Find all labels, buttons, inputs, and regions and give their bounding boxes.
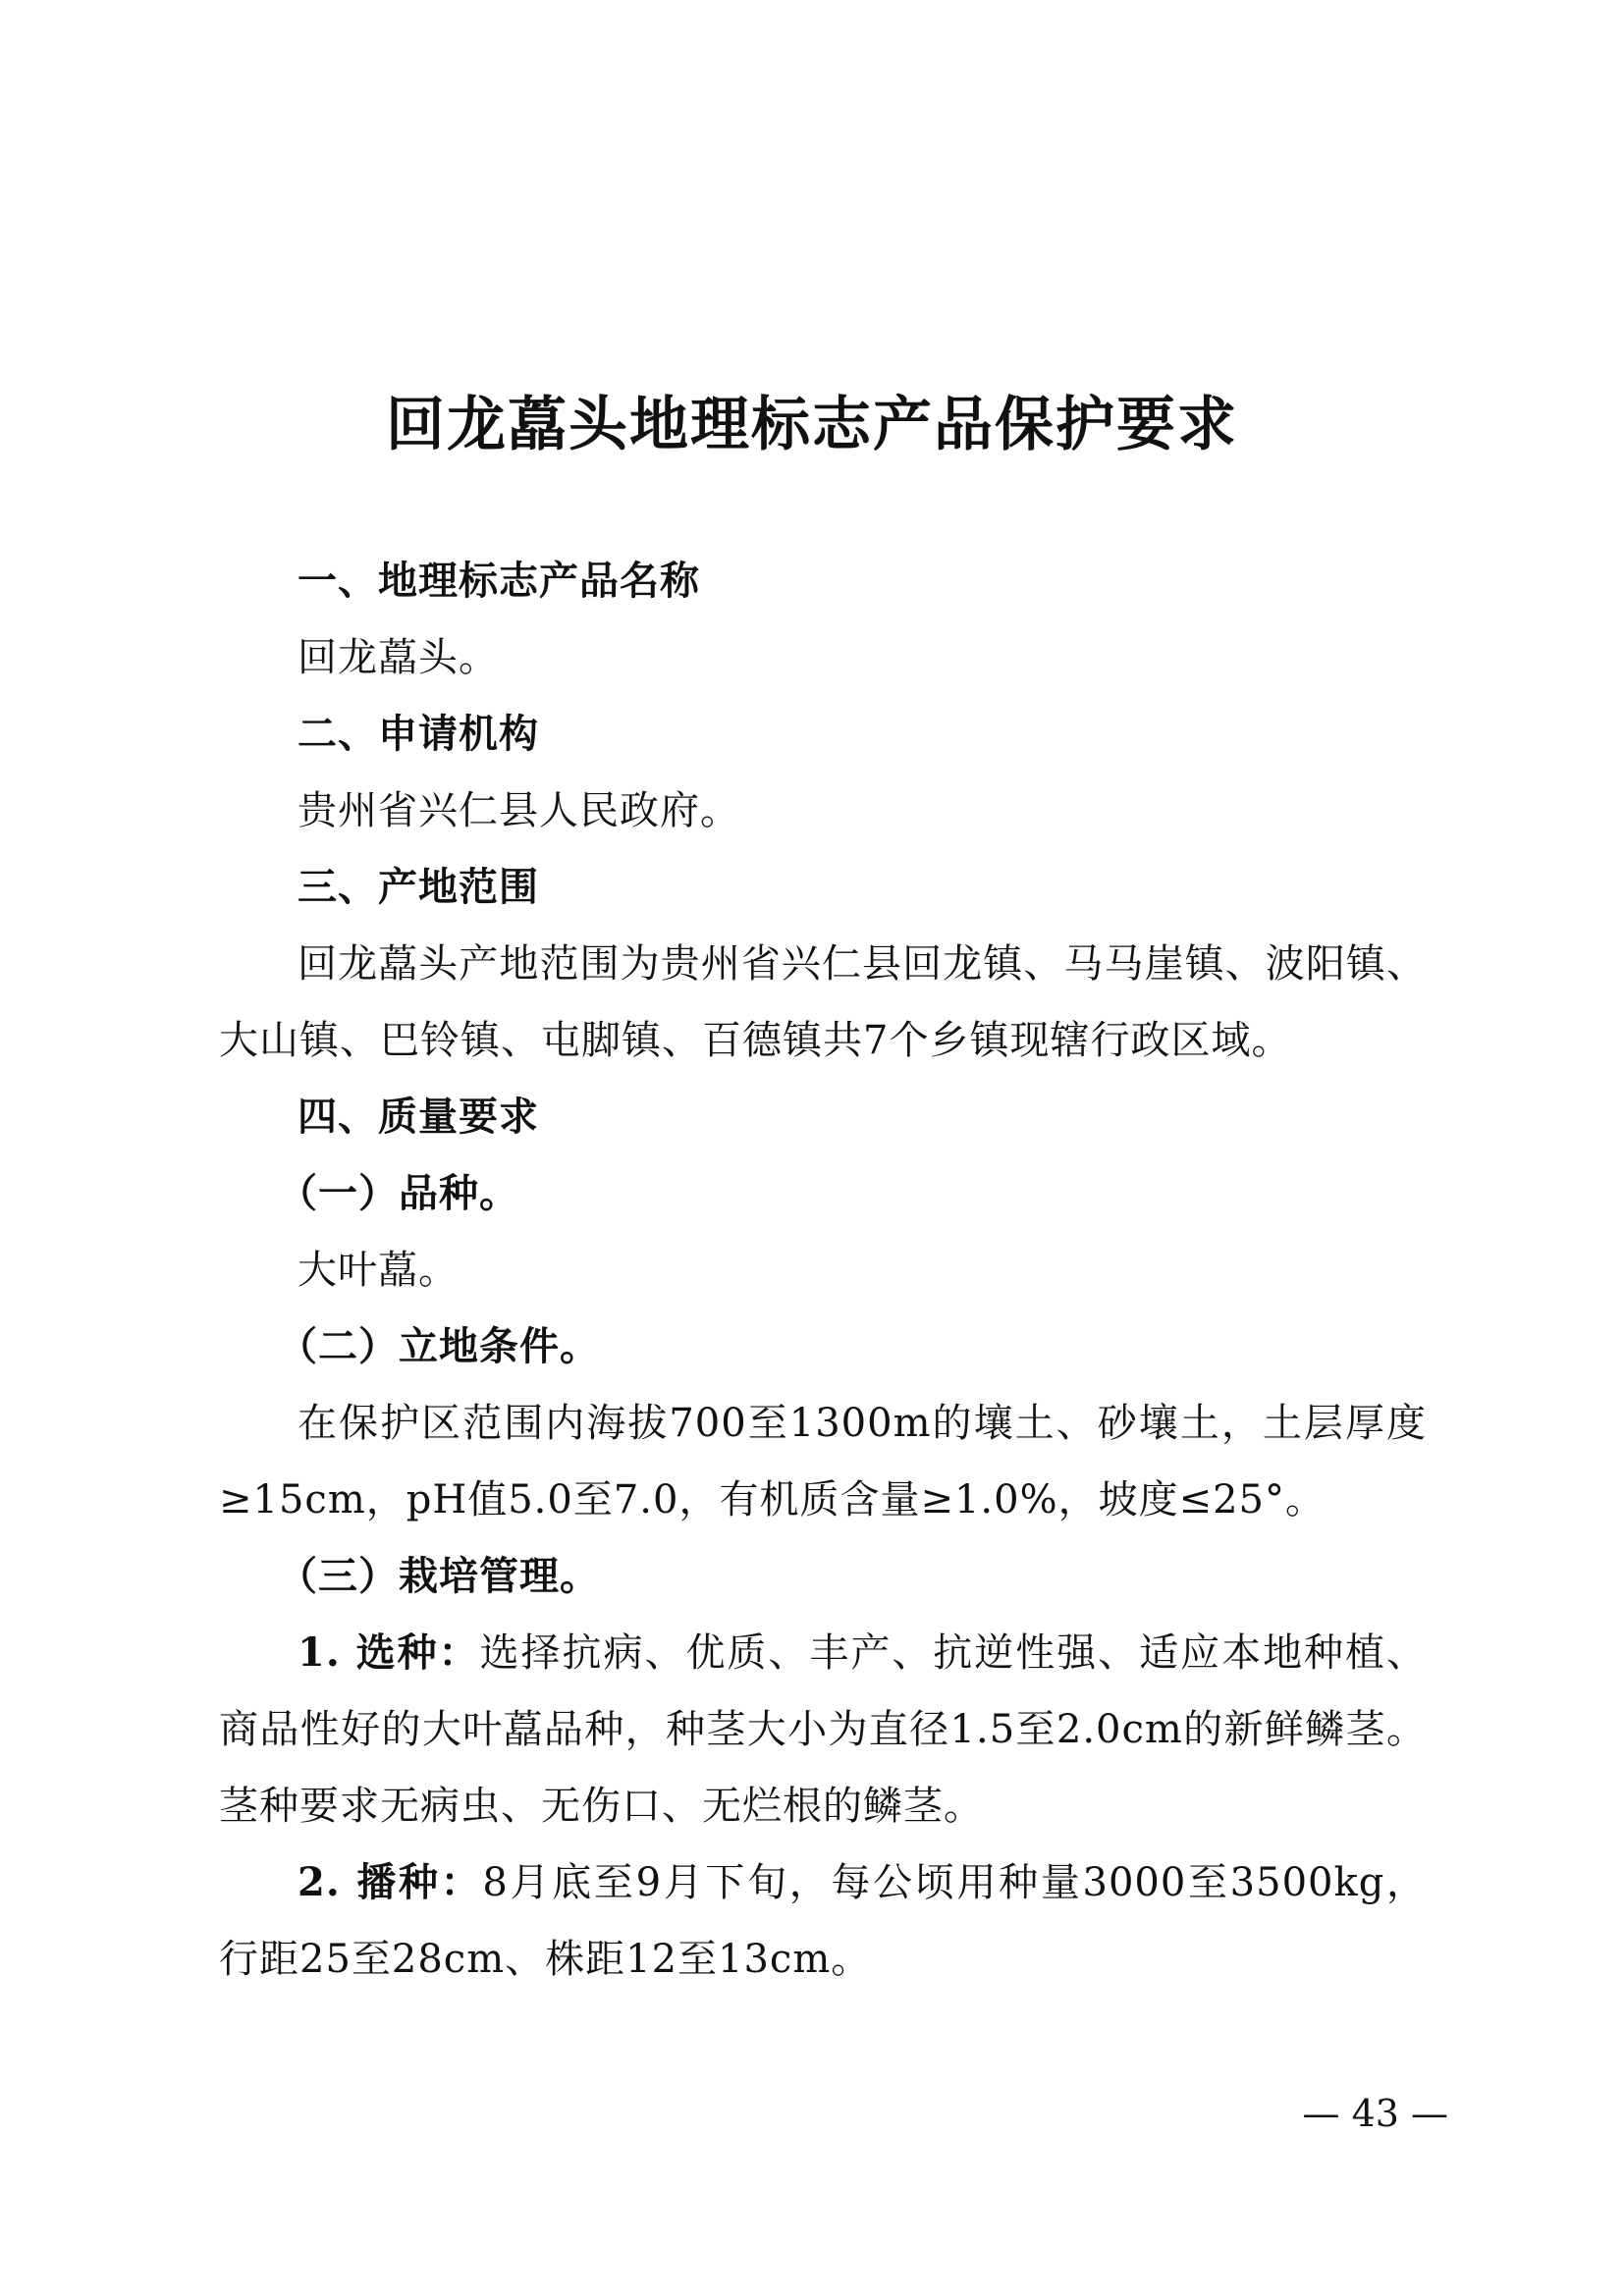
subsection-heading-cultivation: （三）栽培管理。 xyxy=(278,1553,600,1599)
cultivation-item-sowing xyxy=(219,1844,1427,1998)
section-heading-4: 四、质量要求 xyxy=(298,1095,539,1140)
section-text-1: 回龙藠头。 xyxy=(298,635,499,680)
subsection-heading-site-conditions: （二）立地条件。 xyxy=(278,1323,600,1369)
cultivation-item-seed-selection xyxy=(219,1615,1427,1844)
section-heading-2: 二、申请机构 xyxy=(298,712,539,757)
section-heading-1: 一、地理标志产品名称 xyxy=(298,559,700,604)
item-text-seed-selection: 选择抗病、优质、丰产、抗逆性强、适应本地种植、商品性好的大叶藠品种，种茎大小为直径1.5至2.0cm的新鲜鳞茎。茎种要求无病虫、无伤口、无烂根的鳞茎。 xyxy=(219,1630,1427,1829)
document-body xyxy=(219,543,1427,1998)
page-number: — 43 — xyxy=(1302,2092,1448,2135)
section-heading-3: 三、产地范围 xyxy=(298,865,539,910)
item-label-sowing: 2. 播种： xyxy=(298,1859,483,1905)
subsection-text-site-conditions: 在保护区范围内海拔700至1300m的壤土、砂壤土，土层厚度≥15cm，pH值5.0至7.0，有机质含量≥1.0%，坡度≤25°。 xyxy=(219,1401,1427,1522)
subsection-heading-variety: （一）品种。 xyxy=(278,1170,519,1216)
item-text-sowing: 8月底至9月下旬，每公顷用种量3000至3500kg，行距25至28cm、株距12至13cm。 xyxy=(219,1860,1427,1982)
item-label-seed-selection: 1. 选种： xyxy=(298,1629,480,1676)
section-text-3: 回龙藠头产地范围为贵州省兴仁县回龙镇、马马崖镇、波阳镇、大山镇、巴铃镇、屯脚镇、百德镇共7个乡镇现辖行政区域。 xyxy=(219,941,1427,1063)
section-text-2: 贵州省兴仁县人民政府。 xyxy=(298,788,740,833)
subsection-text-variety: 大叶藠。 xyxy=(298,1248,459,1293)
document-title: 回龙藠头地理标志产品保护要求 xyxy=(386,391,1238,459)
